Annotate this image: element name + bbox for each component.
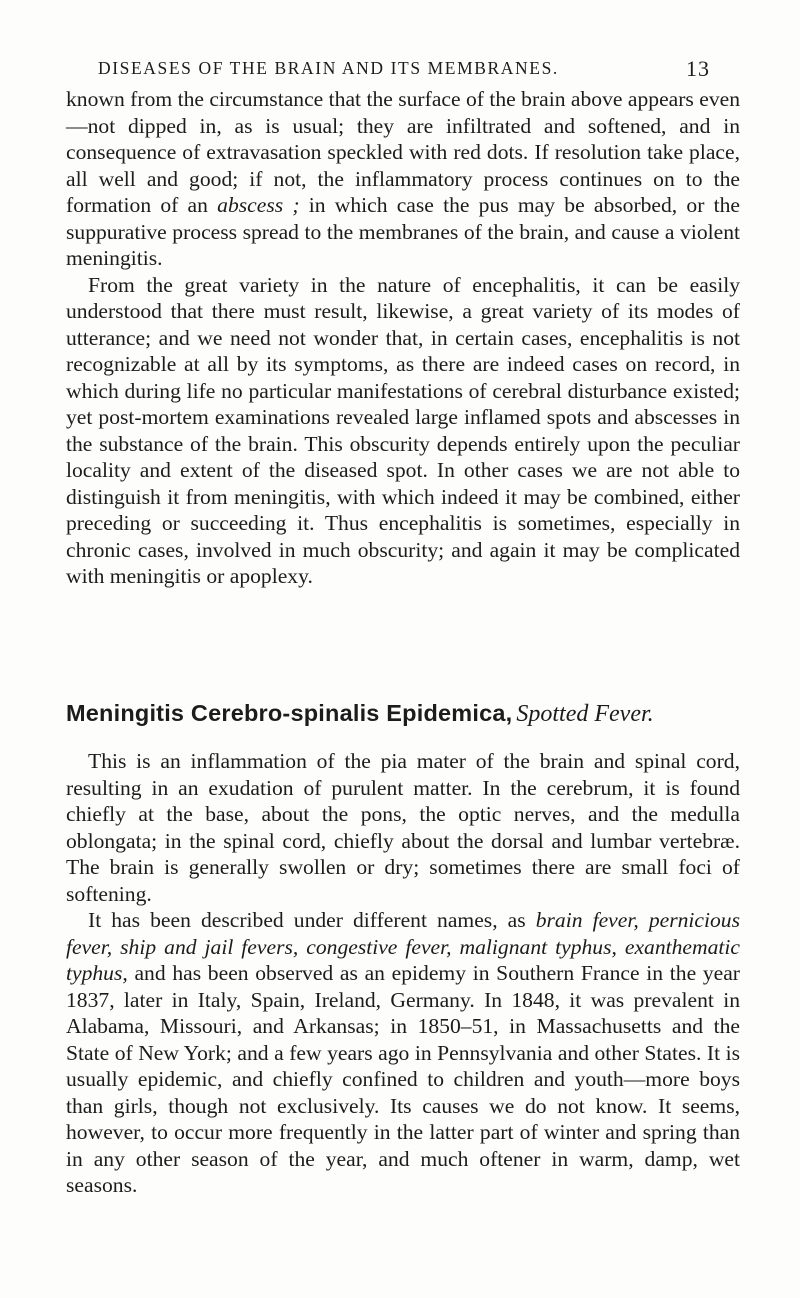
paragraph-continued <box>66 86 740 272</box>
running-title: DISEASES OF THE BRAIN AND ITS MEMBRANES. <box>98 58 559 78</box>
paragraph-text: in which case the pus may be absorbed, or the suppurative process spread to the membranes of the brain, and cause a violent meningitis. <box>66 193 740 270</box>
paragraph-encephalitis-variety: From the great variety in the nature of encephalitis, it can be easily understood that there must result, likewise, a great variety of its modes of utterance; and we need not wonder that, in certain cases, encephalitis is not recognizable at all by its symptoms, as there are indeed cases on record, in which during life no particular manifestations of cerebral disturbance existed; yet post-mortem examinations revealed large inflamed spots and abscesses in the substance of the brain. This obscurity depends entirely upon the peculiar locality and extent of the diseased spot. In other cases we are not able to distinguish it from meningitis, with which indeed it may be combined, either preceding or succeeding it. Thus encephalitis is sometimes, especially in chronic cases, involved in much obscurity; and again it may be complicated with meningitis or apoplexy. <box>66 272 740 588</box>
paragraph-definition: This is an inflammation of the pia mater of the brain and spinal cord, resulting in an exudation of purulent matter. In the cerebrum, it is found chiefly at the base, about the pons, the optic nerves, and the medulla oblongata; in the spinal cord, chiefly about the dorsal and lumbar vertebræ. The brain is generally swollen or dry; sometimes there are small foci of softening. <box>66 749 740 906</box>
paragraph-text: known from the circumstance that the surface of the brain above appears even—not dipped in, as is usual; they are infiltrated and softened, and in consequence of extravasation speckled with red dots. If resolution take place, all well and good; if not, the inflammatory process continues on to the formation of an <box>66 87 740 217</box>
paragraph-text: and has been observed as an epidemy in Southern France in the year 1837, later in Italy, Spain, Ireland, Germany. In 1848, it was prevalent in Alabama, Missouri, and Arkansas; in 1850–51, in Massachusetts and the State of New York; and a few years ago in Pennsylvania and other States. It is usually epidemic, and chiefly confined to children and youth—more boys than girls, though not exclusively. Its causes we do not know. It seems, however, to occur more frequently in the latter part of winter and spring than in any other season of the year, and much oftener in warm, damp, wet seasons. <box>66 961 740 1197</box>
meningitis-section <box>66 748 740 1199</box>
page-number: 13 <box>686 56 710 81</box>
encephalitis-section <box>66 86 740 590</box>
emphasis-disease-names: brain fever, pernicious fever, ship and jail fevers, congestive fever, malignant typhus, exanthematic typhus, <box>66 908 740 985</box>
section-heading <box>66 700 746 728</box>
paragraph-text: It has been described under different names, as <box>88 908 536 932</box>
paragraph-history <box>66 907 740 1199</box>
section-heading-subtitle: Spotted Fever. <box>516 701 654 727</box>
emphasis-abscess: abscess ; <box>217 193 300 217</box>
running-head <box>0 58 800 88</box>
section-heading-title: Meningitis Cerebro-spinalis Epidemica, <box>66 700 513 726</box>
